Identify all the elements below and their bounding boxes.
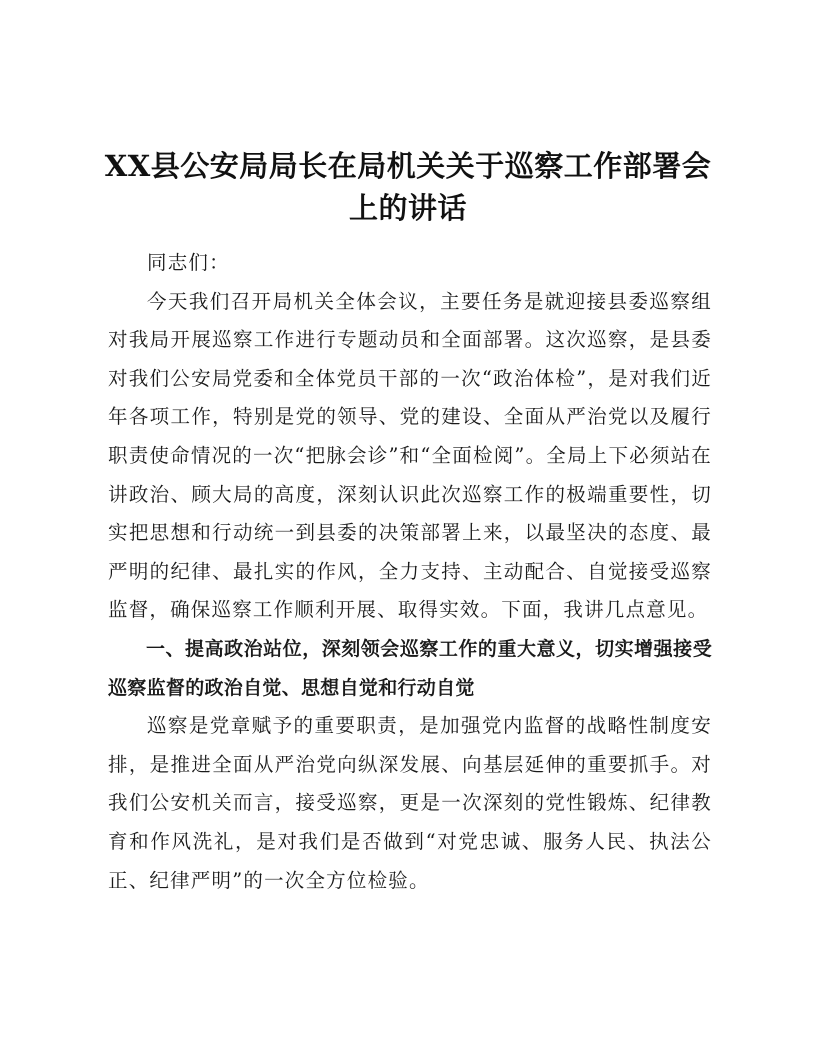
document-body xyxy=(108,244,712,900)
paragraph-section-1: 巡察是党章赋予的重要职责，是加强党内监督的战略性制度安排，是推进全面从严治党向纵深发展、向基层延伸的重要抓手。对我们公安机关而言，接受巡察，更是一次深刻的党性锻炼、纪律教育和作风洗礼，是对我们是否做到“对党忠诚、服务人民、执法公正、纪律严明”的一次全方位检验。 xyxy=(108,714,712,892)
document-title: XX县公安局局长在局机关关于巡察工作部署会上的讲话 xyxy=(104,149,712,225)
paragraph-intro: 今天我们召开局机关全体会议，主要任务是就迎接县委巡察组对我局开展巡察工作进行专题动员和全面部署。这次巡察，是县委对我们公安局党委和全体党员干部的一次“政治体检”，是对我们近年各项工作，特别是党的领导、党的建设、全面从严治党以及履行职责使命情况的一次“把脉会诊”和“全面检阅”。全局上下必须站在讲政治、顾大局的高度，深刻认识此次巡察工作的极端重要性，切实把思想和行动统一到县委的决策部署上来，以最坚决的态度、最严明的纪律、最扎实的作风，全力支持、主动配合、自觉接受巡察监督，确保巡察工作顺利开展、取得实效。下面，我讲几点意见。 xyxy=(108,289,712,622)
section-heading-1: 一、提高政治站位，深刻领会巡察工作的重大意义，切实增强接受巡察监督的政治自觉、思想自觉和行动自觉 xyxy=(108,637,712,699)
salutation: 同志们： xyxy=(147,251,230,274)
